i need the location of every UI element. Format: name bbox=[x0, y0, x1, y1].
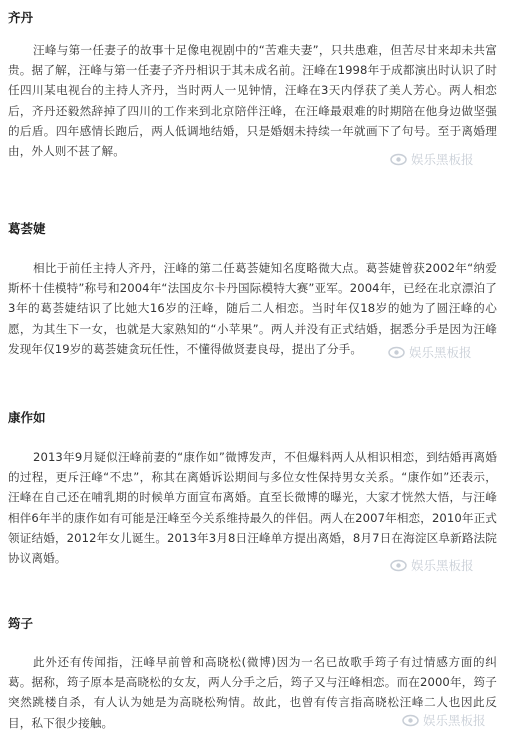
section-heading-qidan: 齐丹 bbox=[8, 10, 34, 25]
section-heading-kangzuoru: 康作如 bbox=[8, 410, 46, 425]
weibo-eye-icon bbox=[390, 559, 407, 572]
watermark-text: 娱乐黑板报 bbox=[411, 558, 474, 573]
section-body-kangzuoru: 2013年9月疑似汪峰前妻的“康作如”微博发声，不但爆料两人从相识相恋，到结婚再离婚的过程，更斥汪峰“不忠”，称其在离婚诉讼期间与多位女性保持男女关系。“康作如”还表示，汪峰在自己还在哺乳期的时候单方面宣布离婚。直至长微博的曝光，大家才恍然大悟，与汪峰相伴6年半的康作如有可能是汪峰至今关系维持最久的伴侣。两人在2007年相恋，2010年正式领证结婚，2012年女儿诞生。2013年3月8日汪峰单方提出离婚，8月7日在海淀区阜新路法院协议离婚。 bbox=[8, 450, 497, 566]
watermark-text: 娱乐黑板报 bbox=[409, 345, 472, 360]
watermark bbox=[390, 556, 474, 574]
watermark-text: 娱乐黑板报 bbox=[411, 152, 474, 167]
watermark bbox=[390, 150, 474, 168]
section-heading-gehuijie: 葛荟婕 bbox=[8, 221, 46, 236]
section-body-junzi: 此外还有传闻指，汪峰早前曾和高晓松(微博)因为一名已故歌手筠子有过情感方面的纠葛。据称，筠子原本是高晓松的女友，两人分手之后，筠子又与汪峰相恋。而在2000年，筠子突然跳楼自杀，有人认为她是为高晓松殉情。故此，也曾有传言指高晓松汪峰二人也因此反目，私下很少接触。 bbox=[8, 655, 497, 730]
section-body-gehuijie: 相比于前任主持人齐丹，汪峰的第二任葛荟婕知名度略微大点。葛荟婕曾获2002年“纳爱斯杯十佳模特”称号和2004年“法国皮尔卡丹国际模特大赛”亚军。2004年，已经在北京漂泊了3年的葛荟婕结识了比她大16岁的汪峰，随后二人相恋。当时年仅18岁的她为了圆汪峰的心愿，为其生下一女，也就是大家熟知的“小苹果”。两人并没有正式结婚，据悉分手是因为汪峰发现年仅19岁的葛荟婕贪玩任性，不懂得做贤妻良母，提出了分手。 bbox=[8, 261, 497, 356]
section-body-qidan: 汪峰与第一任妻子的故事十足像电视剧中的“苦难夫妻”，只共患难，但苦尽甘来却未共富贵。据了解，汪峰与第一任妻子齐丹相识于其未成名前。汪峰在1998年于成都演出时认识了时任四川某电视台的主持人齐丹，当时两人一见钟情，汪峰在3天内俘获了美人芳心。两人相恋后，齐丹还毅然辞掉了四川的工作来到北京陪伴汪峰，在汪峰最艰难的时期陪在他身边做坚强的后盾。四年感情长跑后，两人低调地结婚，只是婚姻未持续一年就画下了句号。至于离婚理由，外人则不甚了解。 bbox=[8, 43, 497, 159]
weibo-eye-icon bbox=[388, 346, 405, 359]
weibo-eye-icon bbox=[390, 153, 407, 166]
weibo-eye-icon bbox=[402, 714, 419, 727]
watermark-text: 娱乐黑板报 bbox=[423, 713, 486, 728]
section-heading-junzi: 筠子 bbox=[8, 616, 34, 631]
watermark bbox=[402, 711, 486, 729]
watermark bbox=[388, 343, 472, 361]
